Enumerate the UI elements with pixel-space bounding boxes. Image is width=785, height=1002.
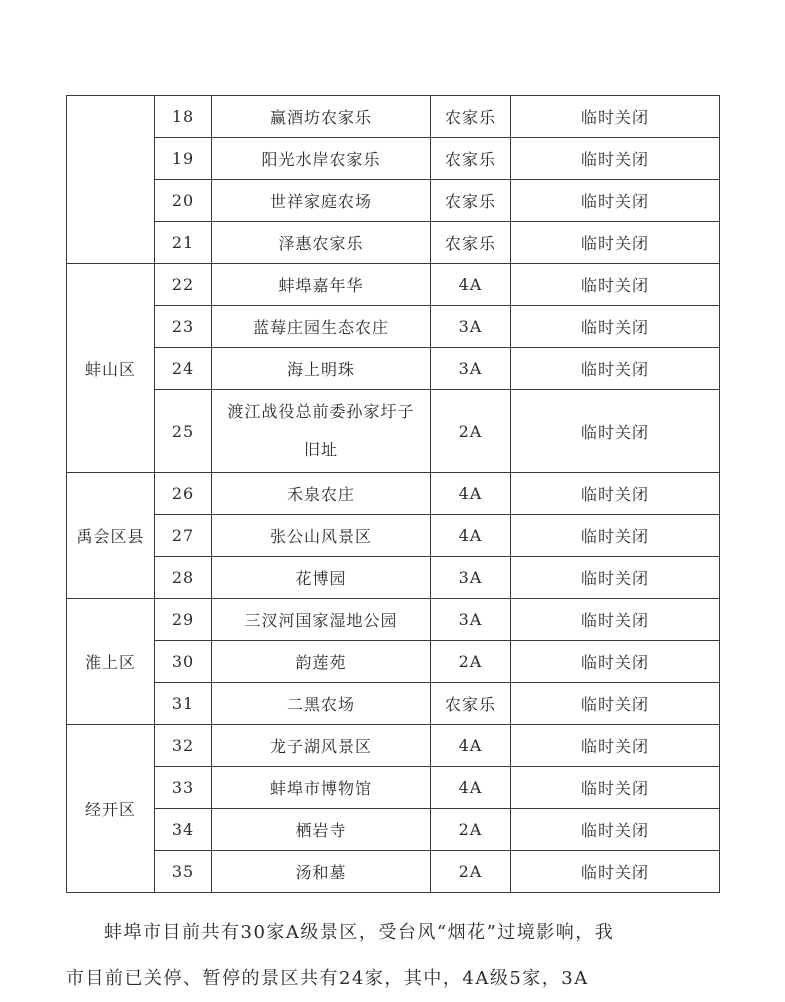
summary-paragraph [66,910,726,1002]
table-row [67,138,720,180]
scenic-name-cell: 蚌埠市博物馆 [212,767,431,809]
level-cell: 4A [431,767,511,809]
level-cell: 2A [431,809,511,851]
row-number-cell: 25 [155,390,212,473]
status-cell: 临时关闭 [511,599,720,641]
status-cell: 临时关闭 [511,306,720,348]
table-row [67,390,720,473]
level-cell: 2A [431,851,511,893]
row-number-cell: 32 [155,725,212,767]
level-cell: 3A [431,306,511,348]
table-row [67,683,720,725]
status-cell: 临时关闭 [511,641,720,683]
table-row [67,306,720,348]
table-body [67,96,720,893]
paragraph-line-2: 市目前已关停、暂停的景区共有24家，其中，4A级5家，3A [66,968,589,989]
status-cell: 临时关闭 [511,473,720,515]
paragraph-line-1: 蚌埠市目前共有30家A级景区，受台风“烟花”过境影响，我 [104,922,615,943]
row-number-cell: 24 [155,348,212,390]
table-row [67,851,720,893]
row-number-cell: 33 [155,767,212,809]
level-cell: 4A [431,473,511,515]
status-cell: 临时关闭 [511,348,720,390]
status-cell: 临时关闭 [511,96,720,138]
level-cell: 4A [431,515,511,557]
row-number-cell: 20 [155,180,212,222]
level-cell: 农家乐 [431,683,511,725]
level-cell: 3A [431,599,511,641]
status-cell: 临时关闭 [511,683,720,725]
table-row [67,767,720,809]
level-cell: 3A [431,557,511,599]
status-cell: 临时关闭 [511,767,720,809]
level-cell: 4A [431,725,511,767]
table-row [67,222,720,264]
table-row [67,599,720,641]
status-cell: 临时关闭 [511,138,720,180]
row-number-cell: 22 [155,264,212,306]
district-cell [67,96,155,264]
status-cell: 临时关闭 [511,180,720,222]
scenic-name-cell: 渡江战役总前委孙家圩子旧址 [212,390,431,473]
level-cell: 农家乐 [431,138,511,180]
scenic-spot-table [66,95,720,893]
scenic-name-cell: 海上明珠 [212,348,431,390]
status-cell: 临时关闭 [511,851,720,893]
scenic-name-cell: 蚌埠嘉年华 [212,264,431,306]
scenic-name-cell: 赢酒坊农家乐 [212,96,431,138]
scenic-name-cell: 张公山风景区 [212,515,431,557]
table-row [67,96,720,138]
scenic-name-cell: 龙子湖风景区 [212,725,431,767]
scenic-name-cell: 汤和墓 [212,851,431,893]
level-cell: 4A [431,264,511,306]
scenic-name-cell: 韵莲苑 [212,641,431,683]
scenic-name-cell: 栖岩寺 [212,809,431,851]
table-row [67,641,720,683]
district-cell: 经开区 [67,725,155,893]
row-number-cell: 34 [155,809,212,851]
level-cell: 农家乐 [431,180,511,222]
status-cell: 临时关闭 [511,557,720,599]
status-cell: 临时关闭 [511,264,720,306]
level-cell: 农家乐 [431,96,511,138]
row-number-cell: 23 [155,306,212,348]
status-cell: 临时关闭 [511,725,720,767]
level-cell: 农家乐 [431,222,511,264]
table-row [67,473,720,515]
district-cell: 淮上区 [67,599,155,725]
row-number-cell: 35 [155,851,212,893]
district-cell: 蚌山区 [67,264,155,473]
scenic-name-cell: 花博园 [212,557,431,599]
row-number-cell: 29 [155,599,212,641]
row-number-cell: 19 [155,138,212,180]
table-row [67,348,720,390]
scenic-name-cell: 三汊河国家湿地公园 [212,599,431,641]
table-row [67,264,720,306]
row-number-cell: 21 [155,222,212,264]
row-number-cell: 30 [155,641,212,683]
level-cell: 2A [431,641,511,683]
scenic-name-cell: 阳光水岸农家乐 [212,138,431,180]
table-row [67,809,720,851]
scenic-name-cell: 世祥家庭农场 [212,180,431,222]
row-number-cell: 18 [155,96,212,138]
table-row [67,180,720,222]
status-cell: 临时关闭 [511,390,720,473]
scenic-name-cell: 二黑农场 [212,683,431,725]
scenic-name-cell: 泽惠农家乐 [212,222,431,264]
scenic-name-cell: 禾泉农庄 [212,473,431,515]
scenic-name-cell: 蓝莓庄园生态农庄 [212,306,431,348]
table-row [67,725,720,767]
status-cell: 临时关闭 [511,222,720,264]
row-number-cell: 31 [155,683,212,725]
status-cell: 临时关闭 [511,515,720,557]
status-cell: 临时关闭 [511,809,720,851]
level-cell: 2A [431,390,511,473]
level-cell: 3A [431,348,511,390]
row-number-cell: 27 [155,515,212,557]
table-row [67,515,720,557]
row-number-cell: 26 [155,473,212,515]
row-number-cell: 28 [155,557,212,599]
table-row [67,557,720,599]
district-cell: 禹会区县 [67,473,155,599]
